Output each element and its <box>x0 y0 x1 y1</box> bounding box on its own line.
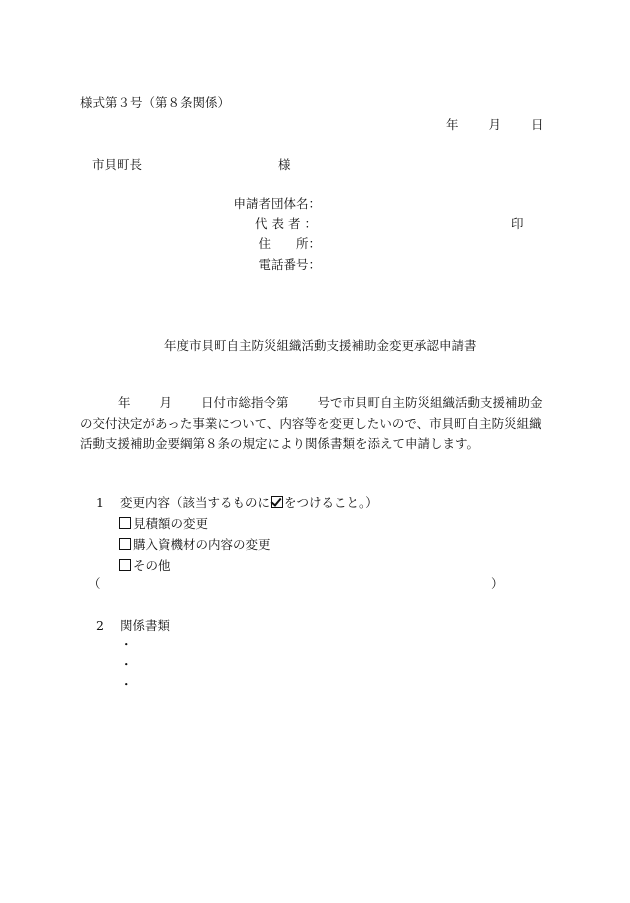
body-year: 年 <box>118 395 131 410</box>
option-estimate-change[interactable] <box>119 516 208 532</box>
section2-title: 関係書類 <box>120 618 171 633</box>
date-year: 年 <box>446 117 459 132</box>
document-bullet: ・ <box>120 637 133 652</box>
date-day: 日 <box>531 117 544 132</box>
body-month: 月 <box>159 395 173 410</box>
applicant-representative-label: 代表者： <box>254 216 321 231</box>
document-title: 年度市貝町自主防災組織活動支援補助金変更承認申請書 <box>164 338 477 353</box>
option-label: その他 <box>133 558 171 573</box>
applicant-group-label: 申請者団体名： <box>233 196 321 211</box>
form-number: 様式第３号（第８条関係） <box>80 95 231 110</box>
document-bullet: ・ <box>120 657 133 672</box>
section1-title-after: をつけること。） <box>284 495 378 510</box>
body-main: 号で市貝町自主防災組織活動支援補助金の交付決定があった事業について、内容等を変更したいので、市貝町自主防災組織活動支援補助金要綱第８条の規定により関係書類を添えて申請します。 <box>80 395 543 451</box>
other-detail-paren-close: ） <box>491 576 504 591</box>
body-notice-ref: 日付市総指令第 <box>201 395 289 410</box>
section1-title <box>120 495 378 511</box>
section1-title-before: 変更内容（該当するものに <box>120 495 271 510</box>
checkbox-icon[interactable] <box>119 538 131 550</box>
applicant-phone-label: 電話番号： <box>258 257 321 272</box>
checkbox-icon[interactable] <box>119 517 131 529</box>
honorific: 様 <box>278 157 291 172</box>
section1-number: 1 <box>96 495 104 510</box>
checkbox-icon[interactable] <box>119 559 131 571</box>
other-detail-paren-open: （ <box>88 576 101 591</box>
option-other[interactable] <box>119 558 171 574</box>
section2-number: 2 <box>96 618 104 633</box>
option-equipment-change[interactable] <box>119 537 271 553</box>
date-month: 月 <box>488 117 502 132</box>
seal-mark: 印 <box>511 216 524 231</box>
date-line <box>446 117 544 133</box>
document-bullet: ・ <box>120 677 133 692</box>
checked-box-icon <box>271 496 283 508</box>
option-label: 購入資機材の内容の変更 <box>133 537 271 552</box>
addressee: 市貝町長 <box>92 157 143 172</box>
option-label: 見積額の変更 <box>133 516 209 531</box>
applicant-address-label: 住 所： <box>258 236 321 251</box>
body-text <box>80 393 550 455</box>
